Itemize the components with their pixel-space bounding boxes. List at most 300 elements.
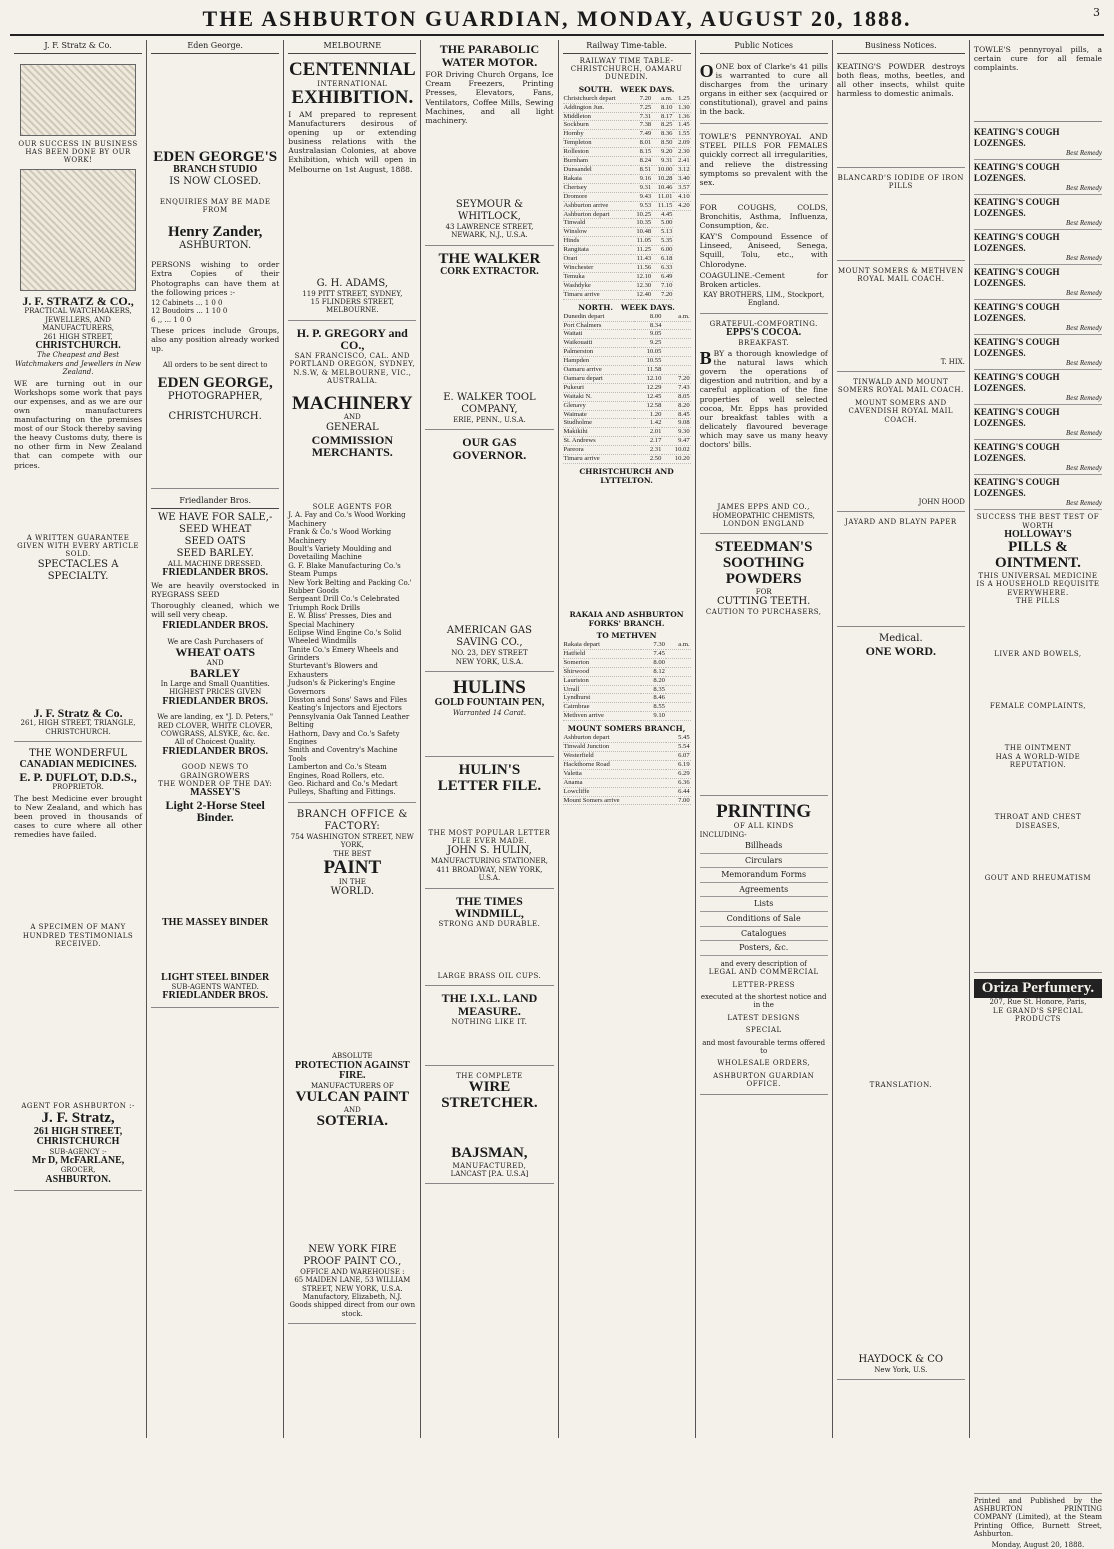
section-header: Friedlander Bros. (151, 495, 279, 509)
station-time: 9.31 (652, 157, 673, 166)
lozenge-item: KEATING'S COUGH LOZENGES. Best Remedy (974, 405, 1102, 440)
ad-and: AND (206, 658, 224, 667)
ad-qual: All of Choicest Quality. (174, 738, 256, 747)
ad-johns: JOHN S. HULIN, (447, 845, 532, 857)
canadian-medicine-advert (14, 745, 142, 1191)
station-name: Methven arrive (563, 712, 641, 721)
station-time: 12.58 (634, 401, 662, 410)
ad-eden-2: EDEN GEORGE, (157, 374, 273, 391)
station-time (662, 366, 690, 375)
ad-town-3: CHRISTCHURCH (36, 1136, 120, 1148)
weekdays-label: WEEK DAYS. (620, 84, 675, 94)
ad-firm: J. F. STRATZ & CO., (22, 293, 134, 308)
kay-notice (700, 198, 828, 314)
ad-zander: Henry Zander, (167, 223, 263, 240)
agent-item: Boult's Variety Moulding and Dovetailing Machine (288, 545, 392, 562)
ad-erie: ERIE, PENN., U.S.A. (453, 415, 526, 424)
ad-ointment: THE OINTMENT (1004, 744, 1072, 753)
ad-trades: PRACTICAL WATCHMAKERS, JEWELLERS, AND MANUFACTURERS, (24, 307, 132, 333)
ad-maiden: 65 MAIDEN LANE, 53 WILLIAM STREET, NEW YORK, U.S.A. (294, 1276, 411, 1293)
timetable-row (563, 357, 691, 366)
station-name: St. Andrews (563, 437, 635, 446)
ad-paint-body (288, 900, 416, 1050)
station-name: Rolleston (563, 148, 631, 157)
notice-filler (837, 286, 965, 356)
station-name: Winslow (563, 228, 631, 237)
station-time: 8.55 (641, 703, 666, 712)
station-time: 11.58 (634, 366, 662, 375)
notice-text: KEATING'S POWDER destroys both fleas, moths, beetles, and all other insects, whilst quite harmless to domestic animals. (836, 61, 965, 98)
ad-caution: CAUTION TO PURCHASERS, (705, 607, 822, 616)
ad-melb: 15 FLINDERS STREET, MELBOURNE. (310, 298, 394, 315)
station-time: 8.25 (652, 121, 673, 130)
ad-sole-agents: SOLE AGENTS FOR (312, 503, 393, 512)
station-time: 2.30 (673, 148, 690, 157)
windmill-advert (425, 892, 553, 987)
station-time: 10.55 (634, 357, 662, 366)
ad-fb: FRIEDLANDER BROS. (162, 745, 268, 757)
station-time: 8.36 (652, 130, 673, 139)
ad-hulins2: HULIN'S (458, 762, 521, 779)
ad-popular: THE MOST POPULAR LETTER FILE EVER MADE. (428, 828, 551, 845)
station-name: Hatfield (563, 649, 641, 658)
station-time: 10.20 (662, 455, 690, 464)
station-name: Makikihi (563, 428, 635, 437)
gas-governor-advert (425, 433, 553, 672)
medical-body (837, 659, 965, 1079)
station-time (662, 339, 690, 348)
ad-fb: FRIEDLANDER BROS. (162, 990, 268, 1002)
ad-eden: EDEN GEORGE'S (153, 148, 278, 165)
station-time: a.m. (666, 641, 691, 649)
price-line: 12 Boudoirs ... 1 10 0 (151, 307, 228, 316)
column-7 (832, 40, 969, 1438)
station-time: 8.10 (652, 103, 673, 112)
station-time: 4.10 (673, 192, 690, 201)
timetable-row (563, 174, 691, 183)
station-time: 5.00 (652, 219, 673, 228)
timetable-row (563, 667, 691, 676)
ad-mcfarlane: Mr D, McFARLANE, (31, 1154, 125, 1166)
station-name: Chertsey (563, 183, 631, 192)
station-time (666, 685, 691, 694)
imprint: Printed and Published by the ASHBURTON PRINTING COMPANY (Limited), at the Steam Printing Office, Burnett Street, Ashburton. (973, 1496, 1102, 1539)
station-name: Winchester (563, 263, 631, 272)
ad-sf: SAN FRANCISCO, CAL. AND (294, 351, 410, 360)
ad-subagent: SUB-AGENCY :- (49, 1147, 107, 1156)
timetable-row (563, 374, 691, 383)
printing-item: Conditions of Sale (700, 912, 828, 927)
station-time: 11.01 (652, 192, 673, 201)
ad-and: AND (343, 1105, 361, 1114)
lozenge-item: KEATING'S COUGH LOZENGES. Best Remedy (974, 335, 1102, 370)
timetable-mount-somers (563, 734, 691, 805)
ad-duflot: E. P. DUFLOT, D.D.S., (19, 769, 137, 784)
station-name: Temuka (563, 272, 631, 281)
station-name: Burnham (563, 157, 631, 166)
station-time: 6.18 (652, 255, 673, 264)
timetable-row (563, 321, 691, 330)
station-name: Waitati (563, 330, 635, 339)
ad-liver: LIVER AND BOWELS, (994, 649, 1082, 658)
hulins-pen-advert (425, 675, 553, 757)
ad-firm-3: J. F. Stratz, (41, 1109, 115, 1126)
station-time (662, 357, 690, 366)
page-number: 3 (1093, 6, 1100, 19)
ad-body: WE are turning out in our Workshops some work that pays our expenses, and as we are our own manufacturers manufacturing on the premises most of our Stock thereby saving the heavy Customs duty, there is no other firm in New Zealand that can compete with our prices. (14, 378, 143, 470)
ad-address-3: 261 HIGH STREET, (33, 1125, 123, 1137)
ad-london: LONDON ENGLAND (722, 519, 805, 528)
ad-walker: THE WALKER (438, 250, 541, 267)
station-time: 2.31 (634, 446, 662, 455)
direction-label: NORTH. (578, 302, 613, 312)
ad-ashburton: ASHBURTON. (45, 1173, 111, 1185)
column-1 (10, 40, 146, 1438)
station-name: Timaru arrive (563, 455, 635, 464)
station-time: 1.42 (634, 419, 662, 428)
ad-and: AND (343, 413, 361, 422)
ad-lots: In Large and Small Quantities. HIGHEST PRICES GIVEN (160, 679, 270, 697)
notice-text: COAGULINE.-Cement for Broken articles. (699, 270, 828, 289)
station-name: Ashburton depart (563, 734, 667, 742)
ad-terms: and most favourable terms offered to (702, 1038, 826, 1055)
ad-washington: 754 WASHINGTON STREET, NEW YORK, (290, 832, 414, 850)
timetable-row (563, 796, 691, 805)
ad-windmill: THE TIMES WINDMILL, (454, 893, 524, 921)
agent-item: J. A. Fay and Co.'s Wood Working Machinery (288, 511, 406, 528)
station-time: 8.12 (641, 667, 666, 676)
ad-massey2: THE MASSEY BINDER (162, 917, 269, 929)
ad-james: JAMES EPPS AND CO., (717, 503, 810, 512)
column-header: MELBOURNE (288, 40, 416, 54)
lozenge-item: KEATING'S COUGH LOZENGES. Best Remedy (974, 195, 1102, 230)
timetable-row (563, 392, 691, 401)
translation-body (837, 1092, 965, 1352)
ad-spectacles-body (14, 585, 142, 705)
clarke-notice: OONE box of Clarke's 41 pills is warranted to cure all discharges from the urinary organs in either sex (acquired or constitutional), gravel and pains in the back. (700, 57, 828, 125)
station-time: 9.25 (634, 339, 662, 348)
ad-letterfile: LETTER FILE. (437, 777, 542, 794)
ad-soteria: SOTERIA. (316, 1113, 388, 1130)
station-time: 7.20 (652, 290, 673, 299)
ad-epps-body: BY a thorough knowledge of the natural laws which govern the operations of digestion and nutrition, and by a careful application of the fine properties of well selected cocoa, Mr. Epps has provided our breakfast tables with a delicately flavoured beverage which may save us many heavy doctors' bills. (699, 348, 828, 450)
ad-american: AMERICAN GAS SAVING CO., (446, 625, 532, 649)
printing-item: Billheads (700, 839, 828, 854)
ad-ryegrass: We are heavily overstocked in RYEGRASS SEED (151, 580, 280, 600)
ad-executed: executed at the shortest notice and in the (700, 993, 827, 1010)
notice-signature: T. HIX. (940, 357, 965, 366)
ad-subagents: SUB-AGENTS WANTED. (171, 983, 259, 992)
timetable-row (563, 419, 691, 428)
station-time: 8.20 (641, 676, 666, 685)
ad-dressed: ALL MACHINE DRESSED. (167, 560, 263, 569)
station-name: Rangitata (563, 246, 631, 255)
section-title: Medical. (878, 632, 923, 644)
station-name: Somerton (563, 658, 641, 667)
station-time: 2.17 (634, 437, 662, 446)
lyttelton-title: CHRISTCHURCH AND LYTTELTON. (579, 467, 674, 486)
station-time: 7.10 (652, 281, 673, 290)
station-time: 12.10 (631, 272, 652, 281)
station-time: 1.20 (634, 410, 662, 419)
station-name: Hinds (563, 237, 631, 246)
ad-powders: POWDERS (725, 570, 802, 587)
timetable-row (563, 685, 691, 694)
ad-epps-filler (700, 451, 828, 501)
ad-grateful: GRATEFUL-COMFORTING. (709, 319, 818, 328)
station-name: Pareora (563, 446, 635, 455)
timetable-row (563, 428, 691, 437)
timetable-row (563, 366, 691, 375)
station-time: 12.30 (631, 281, 652, 290)
station-name: Lauriston (563, 676, 641, 685)
station-name: Rakaia depart (563, 641, 641, 649)
ad-nothing: NOTHING LIKE IT. (451, 1017, 528, 1026)
station-time: 6.19 (666, 760, 690, 769)
station-time: 9.30 (662, 428, 690, 437)
ad-nsw: N.S.W, & MELBOURNE, VIC., (293, 368, 412, 377)
station-time: 11.15 (652, 201, 673, 210)
station-name: Washdyke (563, 281, 631, 290)
ad-female: FEMALE COMPLAINTS, (989, 701, 1087, 710)
station-time: 8.15 (631, 148, 652, 157)
station-time: a.m. (652, 95, 673, 103)
lozenge-item: KEATING'S COUGH LOZENGES. Best Remedy (974, 370, 1102, 405)
ad-grocer: GROCER, (60, 1166, 96, 1175)
timetable-row (563, 281, 691, 290)
station-time: 8.05 (662, 392, 690, 401)
ad-barley: SEED BARLEY. (176, 548, 254, 560)
keating-powder-notice (837, 57, 965, 168)
ad-bajsman: BAJSMAN, (451, 1144, 528, 1161)
agent-item: Disston and Sons' Saws and Files (288, 696, 407, 705)
station-time (662, 330, 690, 339)
ad-body-filler (14, 472, 142, 532)
ad-exhibition: EXHIBITION. (291, 86, 414, 108)
ad-lancast: LANCAST [P.A. U.S.A] (450, 1170, 529, 1179)
eden-george-advert (151, 57, 279, 490)
timetable-row (563, 712, 691, 721)
lozenge-item: KEATING'S COUGH LOZENGES. Best Remedy (974, 160, 1102, 195)
station-time: 4.45 (652, 210, 673, 219)
station-time: 12.45 (634, 392, 662, 401)
station-time (666, 712, 691, 721)
timetable-row (563, 778, 691, 787)
agent-item: G. F. Blake Manufacturing Co.'s Steam Pumps (288, 561, 401, 579)
timetable-row (563, 330, 691, 339)
ad-testimonial-body (14, 950, 142, 1100)
station-name: Pukeuri (563, 383, 635, 392)
gregory-advert (288, 324, 416, 803)
ad-cow: COWGRASS, ALSYKE, &c. &c. (160, 729, 270, 738)
station-name: Port Chalmers (563, 321, 635, 330)
timetable-row (563, 263, 691, 272)
ad-office: ASHBURTON GUARDIAN (713, 1071, 815, 1080)
steedman-advert (700, 537, 828, 796)
ad-persons: PERSONS wishing to order Extra Copies of their Photographs can have them at the following prices :- (151, 260, 280, 297)
station-time: 10.02 (662, 446, 690, 455)
station-time: 7.25 (631, 103, 652, 112)
ad-australia: AUSTRALIA. (327, 377, 378, 386)
station-time: 7.31 (631, 112, 652, 121)
printing-item: Memorandum Forms (700, 868, 828, 883)
ad-pills: PILLS & OINTMENT. (994, 539, 1081, 572)
station-time: 9.43 (631, 192, 652, 201)
ad-wire-body (425, 1114, 553, 1144)
ad-spectacles: SPECTACLES A SPECIALTY. (37, 558, 119, 582)
station-name: Glenavy (563, 401, 635, 410)
station-time: 7.30 (641, 641, 666, 649)
column-2 (146, 40, 283, 1438)
station-time: 2.01 (634, 428, 662, 437)
station-time: 6.49 (652, 272, 673, 281)
keating-lozenges-list (974, 125, 1102, 510)
column-3 (283, 40, 420, 1438)
ad-universal: THIS UNIVERSAL MEDICINE IS A HOUSEHOLD REQUISITE EVERYWHERE. (976, 571, 1100, 597)
station-name: Dromore (563, 192, 631, 201)
agent-item: Geo. Richard and Co.'s Medart Pulleys, Shafting and Fittings. (288, 779, 398, 797)
station-time: 5.45 (666, 734, 690, 742)
station-time: 8.00 (634, 313, 662, 321)
station-name: Christchurch depart (563, 95, 631, 103)
timetable-row (563, 148, 691, 157)
agent-item: Sergeant Drill Co.'s Celebrated Triumph Rock Drills (288, 595, 400, 612)
station-time: 9.05 (634, 330, 662, 339)
ad-body-filler (288, 176, 416, 276)
ad-holloway: HOLLOWAY'S (1004, 528, 1072, 540)
timetable-row (563, 130, 691, 139)
ad-ointment-body (974, 771, 1102, 811)
ad-complete: THE COMPLETE (456, 1072, 523, 1081)
ad-letterpress: LETTER-PRESS (732, 980, 795, 989)
column-header: Eden George. (151, 40, 279, 54)
ad-soteria-body (288, 1132, 416, 1242)
timetable-row (563, 272, 691, 281)
timetable-row (563, 290, 691, 299)
timetable-row (563, 219, 691, 228)
agent-item: Pennsylvania Oak Tanned Leather Belting (288, 712, 410, 730)
newspaper-title: THE ASHBURTON GUARDIAN, MONDAY, AUGUST 20, 1888. (202, 6, 912, 31)
timetable-row (563, 237, 691, 246)
timetable-row (563, 769, 691, 778)
station-time: 10.25 (631, 210, 652, 219)
station-time: 11.43 (631, 255, 652, 264)
timetable-row (563, 641, 691, 649)
station-time: 9.16 (631, 174, 652, 183)
column-header: Railway Time-table. (563, 40, 691, 54)
towle-notice (700, 127, 828, 195)
station-time: 7.45 (641, 649, 666, 658)
ad-subtitle: The Cheapest and Best Watchmakers and Jewellers in New Zealand. (15, 351, 141, 377)
agent-item: Frank & Co.'s Wood Working Machinery (288, 528, 392, 545)
station-time: 8.01 (631, 139, 652, 148)
ad-windmill-body (425, 930, 553, 970)
agent-item: Judson's & Pickering's Engine Governors (288, 679, 396, 696)
timetable-row (563, 95, 691, 103)
station-name: Tinwald Junction (563, 743, 667, 752)
ad-legrand: LE GRAND'S SPECIAL PRODUCTS (992, 1006, 1083, 1024)
ad-dufbody: The best Medicine ever brought to New Zealand, and which has been proved in thousands of cases to cure where all other remedies have failed. (14, 793, 143, 840)
ad-worldwide: HAS A WORLD-WIDE REPUTATION. (995, 752, 1081, 770)
wire-stretcher-advert (425, 1069, 553, 1184)
ad-homeo: HOMEOPATHIC CHEMISTS, (712, 511, 815, 520)
timetable-row (563, 743, 691, 752)
station-time: 5.13 (652, 228, 673, 237)
notice-text: ONE box of Clarke's 41 pills is warranted to cure all discharges from the urinary organs in either sex (acquired or constitutional), gravel and pains in the back. (699, 61, 828, 117)
station-time: 8.45 (662, 410, 690, 419)
price-line: 12 Cabinets ... 1 0 0 (151, 298, 223, 307)
ad-sydney: 119 PITT STREET, SYDNEY, (302, 289, 403, 298)
ad-general: GENERAL (325, 421, 379, 433)
ad-gregory: H. P. GREGORY and CO., (296, 325, 408, 353)
station-time: 10.48 (631, 228, 652, 237)
ad-liver-body (974, 660, 1102, 700)
station-name: Cairnbrae (563, 703, 641, 712)
timetable-row (563, 339, 691, 348)
ad-gout: GOUT AND RHEUMATISM (984, 874, 1092, 883)
ad-address: 261 HIGH STREET, (43, 332, 113, 341)
station-time: 1.55 (673, 130, 690, 139)
ad-pbody-filler (425, 127, 553, 197)
station-name: Hornby (563, 130, 631, 139)
station-name: Oamaru depart (563, 374, 635, 383)
station-time: 8.17 (652, 112, 673, 121)
towle-pills-notice (974, 40, 1102, 122)
station-time (666, 703, 691, 712)
notice-text: TOWLE'S PENNYROYAL AND STEEL PILLS FOR FEMALES quickly correct all irregularities, and relieve the distressing symptoms so prevalent with the sex. (699, 132, 828, 187)
ad-legal: LEGAL AND COMMERCIAL (708, 968, 819, 977)
ad-factory: Manufactory, Elizabeth, N.J. (302, 1293, 402, 1302)
notice-text: KAY BROTHERS, LIM., Stockport, England. (703, 290, 825, 308)
ad-bags: LARGE BRASS OIL CUPS. (437, 972, 542, 981)
station-name: Oamaru arrive (563, 366, 635, 375)
lozenge-item: KEATING'S COUGH LOZENGES. Best Remedy (974, 125, 1102, 160)
epps-cocoa-advert: GRATEFUL-COMFORTING. EPPS'S COCOA. BREAKFAST. BBY a thorough knowledge of the natural laws which govern the operations of digestion and nutrition, and by a careful application of the fine properties of well selected cocoa, Mr. Epps has provided our breakfast tables with a delicately flavoured beverage which may save us many heavy doctors' bills. JAMES EPPS AND CO., HOMEOPATHIC CHEMISTS, LONDON ENGLAND (700, 317, 828, 535)
agent-item: Tanite Co.'s Emery Wheels and Grinders (288, 645, 399, 663)
station-time: 1.45 (673, 121, 690, 130)
ad-address-2: 261, HIGH STREET, TRIANGLE, CHRISTCHURCH. (20, 719, 136, 736)
column-header: Public Notices (700, 40, 828, 54)
timetable-south (563, 95, 691, 300)
ad-binder: Light 2-Horse Steel Binder. (165, 797, 265, 825)
station-time: 12.40 (631, 290, 652, 299)
ad-oriza: Oriza Perfumery. (974, 979, 1102, 999)
ad-grain: WHEAT OATS (175, 645, 256, 660)
station-time: 6.33 (652, 263, 673, 272)
ad-barley2: BARLEY (190, 666, 241, 681)
station-time (666, 694, 691, 703)
station-name: Shirwood (563, 667, 641, 676)
station-name: Lowcliffe (563, 787, 667, 796)
ad-latest: LATEST DESIGNS (727, 1013, 800, 1022)
masthead (0, 0, 1114, 40)
stratz-advert (14, 57, 142, 743)
station-time: 6.00 (652, 246, 673, 255)
timetable-row (563, 649, 691, 658)
ad-clover: RED CLOVER, WHITE CLOVER, (157, 721, 273, 730)
ad-branch: BRANCH OFFICE & FACTORY: (296, 808, 408, 832)
ad-office: OFFICE AND WAREHOUSE : (300, 1267, 405, 1276)
ad-wonder: THE WONDER OF THE DAY: (158, 779, 273, 788)
printing-advert (700, 799, 828, 1094)
station-name: Waimate (563, 410, 635, 419)
imprint-date: Monday, August 20, 1888. (991, 1540, 1085, 1549)
mount-somers-title: MOUNT SOMERS BRANCH, (567, 724, 686, 734)
notice-filler (837, 529, 965, 619)
notice-filler (837, 193, 965, 253)
ad-walker-co: E. WALKER TOOL COMPANY, (443, 391, 536, 415)
station-name: Addington Jun. (563, 103, 631, 112)
